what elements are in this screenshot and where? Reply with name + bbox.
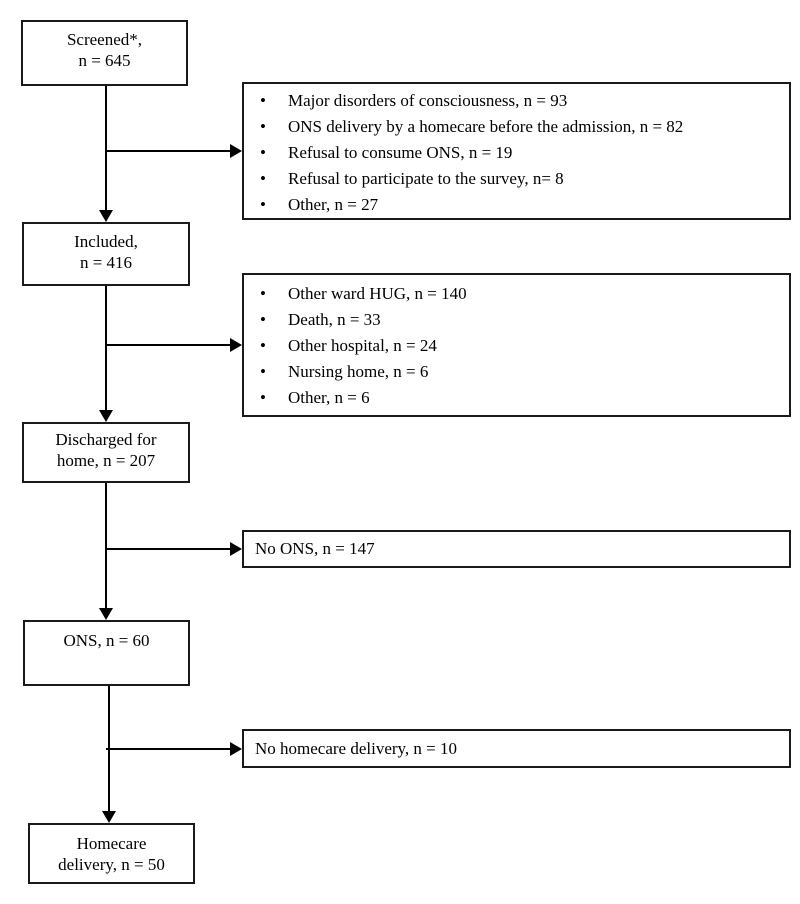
connector-screened-to-included	[105, 86, 107, 210]
exclusion-item-text: Other hospital, n = 24	[288, 336, 437, 355]
bullet-icon: •	[260, 388, 266, 407]
exclusion-item	[244, 88, 789, 114]
exclusion-item	[244, 114, 789, 140]
arrowhead-down-icon	[99, 210, 113, 222]
node-label-line: Homecare	[76, 834, 147, 853]
arrowhead-down-icon	[99, 410, 113, 422]
node-label-line: Discharged for	[55, 430, 157, 449]
bullet-icon: •	[260, 310, 266, 329]
exclusion-item-text: Refusal to consume ONS, n = 19	[288, 143, 513, 162]
exclusion-item-text: Other, n = 6	[288, 388, 370, 407]
exclusion-list	[244, 88, 789, 218]
node-label-line: Included,	[74, 232, 138, 251]
exclusion-item-text: Other, n = 27	[288, 195, 379, 214]
exclusion-item-text: Nursing home, n = 6	[288, 362, 429, 381]
bullet-icon: •	[260, 336, 266, 355]
exclusion-item-text: Refusal to participate to the survey, n= 8	[288, 169, 564, 188]
bullet-icon: •	[260, 362, 266, 381]
exclusion-item	[244, 333, 789, 359]
branch-box-text: No homecare delivery, n = 10	[255, 738, 458, 758]
exclusion-item	[244, 385, 789, 411]
exclusion-item-text: Other ward HUG, n = 140	[288, 284, 467, 303]
node-label-line: ONS, n = 60	[63, 631, 150, 650]
branch-box-text: No ONS, n = 147	[255, 539, 375, 558]
node-included	[22, 222, 190, 286]
screening-exclusions-box	[242, 82, 791, 220]
node-label-line: n = 416	[79, 253, 133, 272]
exclusion-item	[244, 166, 789, 192]
bullet-icon: •	[260, 91, 266, 110]
node-label-line: n = 645	[78, 51, 131, 70]
exclusion-item-text: Death, n = 33	[288, 310, 381, 329]
node-screened	[21, 20, 188, 86]
connector-to-screening-exclusions	[106, 150, 231, 152]
exclusion-item-text: ONS delivery by a homecare before the admission, n = 82	[288, 117, 684, 136]
node-discharged-for-home	[22, 422, 190, 483]
exclusion-item	[244, 359, 789, 385]
connector-included-to-discharged	[105, 286, 107, 410]
node-ons	[23, 620, 190, 686]
exclusion-list	[244, 281, 789, 411]
exclusion-item	[244, 192, 789, 218]
arrowhead-down-icon	[99, 608, 113, 620]
bullet-icon: •	[260, 117, 266, 136]
connector-to-no-ons	[106, 548, 231, 550]
node-label-line: home, n = 207	[56, 451, 156, 470]
exclusion-item	[244, 307, 789, 333]
arrowhead-right-icon	[230, 542, 242, 556]
node-homecare-delivery	[28, 823, 195, 884]
bullet-icon: •	[260, 169, 266, 188]
bullet-icon: •	[260, 284, 266, 303]
node-label-line: delivery, n = 50	[58, 855, 165, 874]
arrowhead-down-icon	[102, 811, 116, 823]
connector-to-discharge-exclusions	[106, 344, 231, 346]
bullet-icon: •	[260, 195, 266, 214]
exclusion-item	[244, 140, 789, 166]
node-label-line: Screened*,	[66, 30, 143, 49]
arrowhead-right-icon	[230, 742, 242, 756]
no-ons-box	[242, 530, 791, 568]
arrowhead-right-icon	[230, 338, 242, 352]
exclusion-item	[244, 281, 789, 307]
connector-to-no-homecare	[106, 748, 231, 750]
exclusion-item-text: Major disorders of consciousness, n = 93	[288, 91, 568, 110]
no-homecare-delivery-box	[242, 729, 791, 768]
bullet-icon: •	[260, 143, 266, 162]
discharge-exclusions-box	[242, 273, 791, 417]
connector-discharged-to-ons	[105, 483, 107, 608]
arrowhead-right-icon	[230, 144, 242, 158]
